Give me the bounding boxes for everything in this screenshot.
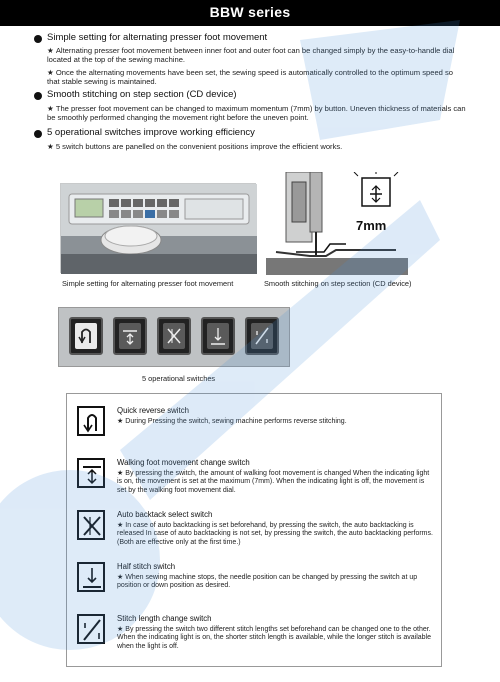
walking-foot-key[interactable] xyxy=(113,317,147,355)
switch-name: Stitch length change switch xyxy=(117,614,212,623)
star-icon: ★ xyxy=(47,46,54,55)
presser-foot-caption: Smooth stitching on step section (CD device) xyxy=(264,279,412,288)
control-panel-photo xyxy=(60,183,256,273)
feature-title: 5 operational switches improve working efficiency xyxy=(47,127,255,138)
switch-desc: ★ By pressing the switch two different stitch lengths set beforehand can be changed one to the other. When the indicating light is on, the shorter stitch length is available, while the longer stitch is available when the light is off. xyxy=(117,626,432,650)
bullet-icon xyxy=(34,35,42,43)
quick-reverse-key[interactable] xyxy=(69,317,103,355)
switch-name: Half stitch switch xyxy=(117,562,176,571)
auto-backtack-key[interactable] xyxy=(157,317,191,355)
switch-strip-photo xyxy=(58,307,290,367)
star-icon: ★ xyxy=(47,142,54,151)
switch-desc: ★ By pressing the switch, the amount of walking foot movement is changed When the indicating light is on, the movement is set at the maximum (7mm). When the indicating light is off, the movement is set by the walking foot movement dial. xyxy=(117,470,430,494)
switch-desc: ★ During Pressing the switch, sewing machine performs reverse stitching. xyxy=(117,418,347,425)
presser-foot-illustration xyxy=(266,172,408,275)
feature-para: ★ Once the alternating movements have been set, the sewing speed is automatically controlled to the optimum speed so that stable sewing is maintained. xyxy=(47,68,454,86)
star-icon: ★ xyxy=(47,104,54,113)
stitch-length-icon xyxy=(77,614,105,644)
star-icon: ★ xyxy=(47,68,54,77)
feature-para: ★ 5 switch buttons are panelled on the convenient positions improve the efficient works. xyxy=(47,142,343,151)
switches-caption: 5 operational switches xyxy=(142,374,216,383)
switch-desc: ★ In case of auto backtacking is set beforehand, by pressing the switch, the auto backtacking is released In case of auto backtacking is not set, by pressing the switch, the auto backtacking performs. (Both are effective only at the first time.) xyxy=(117,522,433,546)
bullet-icon xyxy=(34,130,42,138)
half-stitch-icon xyxy=(77,562,105,592)
half-stitch-key[interactable] xyxy=(201,317,235,355)
switch-name: Walking foot movement change switch xyxy=(117,458,250,467)
feature-para: ★ Alternating presser foot movement between inner foot and outer foot can be changed simply by the easy-to-handle dial located at the top of the sewing machine. xyxy=(47,46,455,64)
page-title: BBW series xyxy=(209,4,291,20)
bullet-icon xyxy=(34,92,42,100)
switch-name: Quick reverse switch xyxy=(117,406,189,415)
control-panel-caption: Simple setting for alternating presser foot movement xyxy=(62,279,234,288)
control-panel-illustration xyxy=(61,184,257,274)
reverse-u-arrow-icon xyxy=(77,406,105,436)
switch-desc: ★ When sewing machine stops, the needle position can be changed by pressing the switch at up position or down position as desired. xyxy=(117,574,418,590)
presser-foot-photo xyxy=(266,172,408,275)
switch-name: Auto backtack select switch xyxy=(117,510,213,519)
movement-label: 7mm xyxy=(356,218,387,233)
switch-descriptions-panel xyxy=(66,393,442,667)
feature-para: ★ The presser foot movement can be changed to maximum momentum (7mm) by button. Uneven thickness of materials can be smoothly performed changing the movement right before the uneven point. xyxy=(47,104,466,122)
stitch-length-key[interactable] xyxy=(245,317,279,355)
feature-title: Smooth stitching on step section (CD device) xyxy=(47,89,237,100)
auto-backtack-icon xyxy=(77,510,105,540)
walking-foot-icon xyxy=(77,458,105,488)
feature-title: Simple setting for alternating presser foot movement xyxy=(47,32,268,43)
